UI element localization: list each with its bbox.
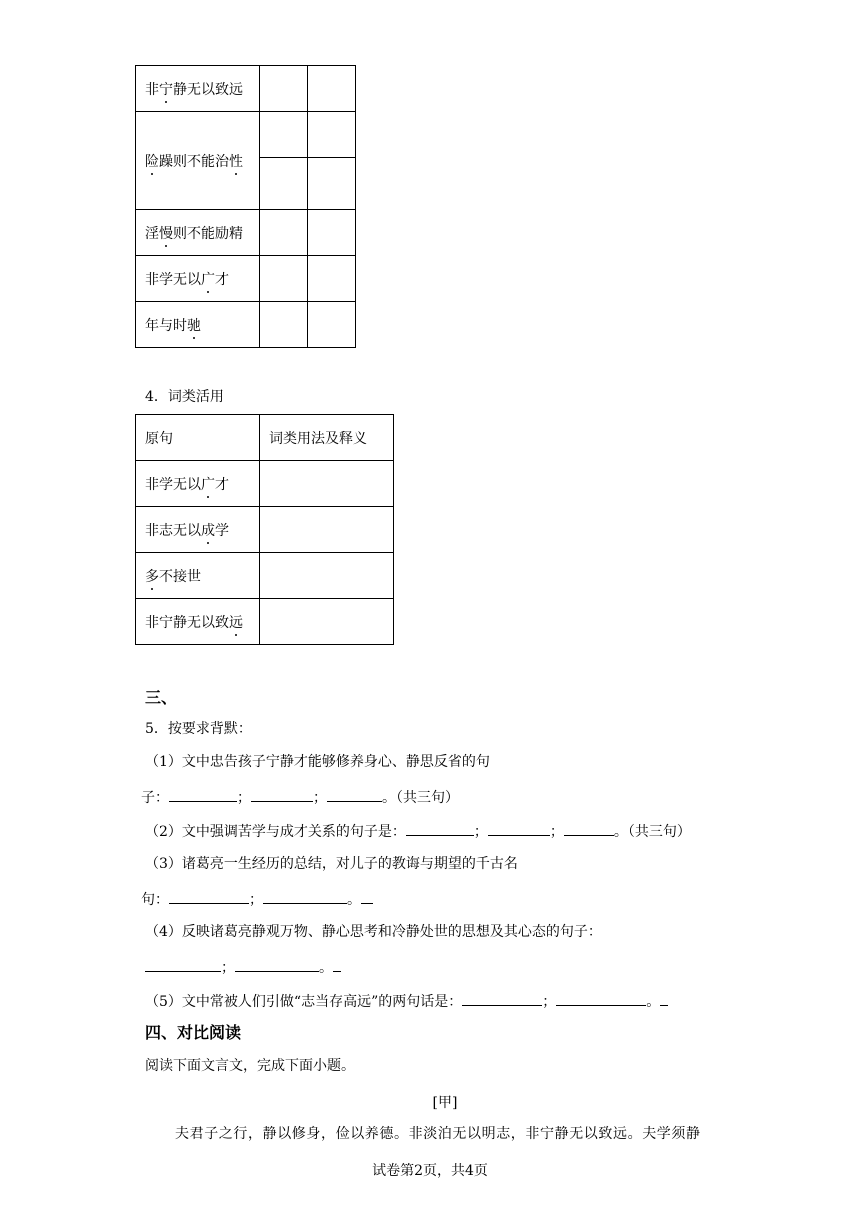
table-row-label: 多不接世 bbox=[136, 553, 260, 599]
section-heading: 四、对比阅读 bbox=[145, 1023, 242, 1042]
question-5-1: （1）文中忠告孩子宁静才能够修养身心、静思反省的句 bbox=[145, 754, 490, 770]
table-row-label: 非学无以广才 bbox=[136, 461, 260, 507]
question-5-3-answer: 句： ； 。 bbox=[141, 889, 373, 909]
table-row-label: 险躁则不能治性 bbox=[136, 112, 260, 210]
table-row-label: 年与时驰 bbox=[136, 302, 260, 348]
table-header: 原句 bbox=[136, 415, 260, 461]
passage-text: 夫君子之行，静以修身，俭以养德。非淡泊无以明志，非宁静无以致远。夫学须静 bbox=[175, 1126, 701, 1142]
question-5-1-answer: 子： ； ； 。（共三句） bbox=[141, 787, 459, 807]
table-header: 词类用法及释义 bbox=[260, 415, 394, 461]
word-usage-table bbox=[135, 414, 394, 645]
question-5: 5．按要求背默： bbox=[145, 721, 252, 737]
section-title: 4．词类活用 bbox=[145, 389, 224, 405]
section-heading: 三、 bbox=[145, 688, 178, 707]
table-row-label: 淫慢则不能励精 bbox=[136, 210, 260, 256]
table-row-label: 非宁静无以致远 bbox=[136, 599, 260, 645]
question-5-5: （5）文中常被人们引做“志当存高远”的两句话是： ； 。 bbox=[145, 991, 668, 1011]
vocabulary-table bbox=[135, 65, 356, 348]
instruction: 阅读下面文言文，完成下面小题。 bbox=[145, 1058, 355, 1074]
table-row-label: 非宁静无以致远 bbox=[136, 66, 260, 112]
table-row-label: 非志无以成学 bbox=[136, 507, 260, 553]
page-footer: 试卷第2页，共4页 bbox=[372, 1163, 488, 1179]
question-5-4-answer: ； 。 bbox=[145, 957, 341, 977]
question-5-2: （2）文中强调苦学与成才关系的句子是： ； ； 。（共三句） bbox=[145, 821, 691, 841]
question-5-4: （4）反映诸葛亮静观万物、静心思考和冷静处世的思想及其心态的句子： bbox=[145, 924, 602, 940]
passage-label: [甲] bbox=[432, 1095, 458, 1111]
question-5-3: （3）诸葛亮一生经历的总结，对儿子的教诲与期望的千古名 bbox=[145, 856, 518, 872]
table-row-label: 非学无以广才 bbox=[136, 256, 260, 302]
